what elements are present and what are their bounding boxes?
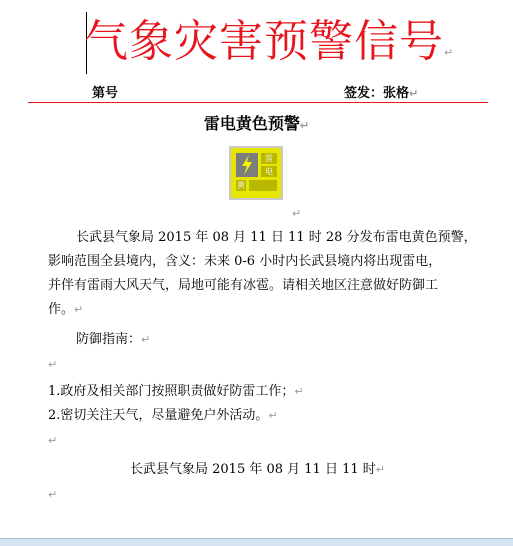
badge-cell-bottom-left: 黄 — [237, 181, 245, 190]
badge-cell-bottom-right — [249, 180, 277, 191]
guide-heading — [76, 328, 150, 352]
badge-cell-top: 雷 — [261, 153, 277, 164]
footer-issuer-date — [130, 458, 385, 482]
paragraph-mark: ↵ — [292, 207, 302, 220]
body-line-2: 影响范围全县境内，含义：未来 0-6 小时内长武县境内将出现雷电， — [48, 254, 442, 269]
body-line-4 — [48, 298, 83, 322]
body-line-3: 并伴有雷雨大风天气，局地可能有冰雹。请相关地区注意做好防御工 — [48, 278, 439, 293]
paragraph-mark: ↵ — [294, 385, 304, 398]
guide-heading-text: 防御指南： — [76, 332, 142, 347]
paragraph-mark: ↵ — [48, 488, 58, 501]
lightning-panel — [236, 153, 258, 177]
paragraph-mark: ↵ — [268, 409, 278, 422]
guide-item-2 — [48, 404, 278, 428]
header-divider — [28, 102, 488, 103]
guide-item-1 — [48, 380, 304, 404]
paragraph-mark: ↵ — [444, 46, 455, 59]
guide-item-1-text: 1.政府及相关部门按照职责做好防雷工作； — [48, 384, 295, 399]
body-line-1: 长武县气象局 2015 年 08 月 11 日 11 时 28 分发布雷电黄色预警， — [76, 230, 477, 245]
paragraph-mark: ↵ — [48, 434, 58, 447]
lightning-yellow-warning-icon — [229, 146, 283, 200]
paragraph-mark: ↵ — [375, 463, 385, 476]
warning-title — [0, 114, 513, 136]
issuer-signature — [344, 86, 418, 102]
document-title — [84, 14, 454, 81]
document-title-text: 气象灾害预警信号 — [84, 16, 444, 67]
paragraph-mark: ↵ — [141, 333, 151, 346]
footer-text: 长武县气象局 2015 年 08 月 11 日 11 时 — [130, 462, 376, 477]
paragraph-mark: ↵ — [409, 87, 419, 100]
body-line-4-text: 作。 — [48, 302, 75, 317]
document-number: 第号 — [92, 86, 119, 101]
warning-title-text: 雷电黄色预警 — [203, 114, 300, 133]
paragraph-mark: ↵ — [299, 119, 310, 132]
lightning-bolt-icon — [236, 153, 258, 177]
paragraph-mark: ↵ — [74, 303, 84, 316]
issuer-label: 签发：张格 — [344, 86, 410, 101]
badge-cell-middle: 电 — [261, 166, 277, 177]
guide-item-2-text: 2.密切关注天气，尽量避免户外活动。 — [48, 408, 269, 423]
paragraph-mark: ↵ — [48, 358, 58, 371]
